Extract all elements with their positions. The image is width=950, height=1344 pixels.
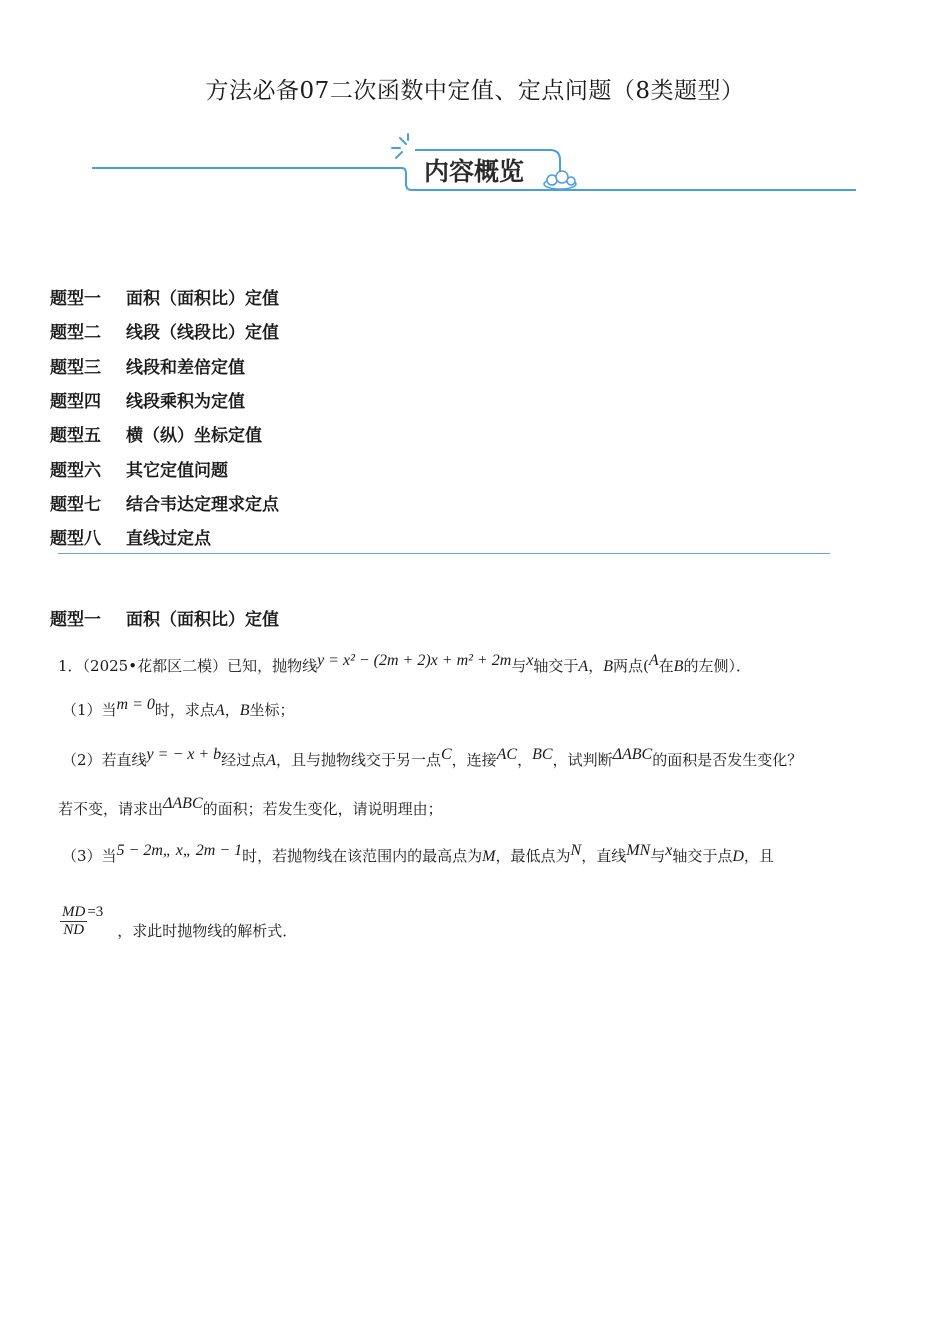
sparkle-icon [392,134,408,158]
problem-part-3: （3）当5 − 2m„ x„ 2m − 1时，若抛物线在该范围内的最高点为M，最低点为N，直线MN与x轴交于点D，且 [62,842,774,865]
toc-item[interactable]: 题型二 线段（线段比）定值 [50,323,279,343]
toc-item[interactable]: 题型六 其它定值问题 [50,461,228,481]
toc-item[interactable]: 题型四 线段乘积为定值 [50,392,245,412]
toc-item[interactable]: 题型三 线段和差倍定值 [50,358,245,378]
toc-item[interactable]: 题型八 直线过定点 [50,529,211,549]
banner-label: 内容概览 [424,157,525,186]
content-overview-banner [90,128,860,196]
toc-item[interactable]: 题型七 结合韦达定理求定点 [50,495,279,515]
cloud-icon [544,171,576,189]
page-title: 方法必备07二次函数中定值、定点问题（8类题型） [205,78,745,104]
problem-part-3-cont: $\frac{MD}{ND}$ =3，求此时抛物线的解析式． [62,903,298,940]
toc-item[interactable]: 题型五 横（纵）坐标定值 [50,426,262,446]
toc-divider [58,553,830,554]
section-heading: 题型一 面积（面积比）定值 [50,610,279,630]
problem-stem: 1．（2025•花都区二模）已知，抛物线y = x² − (2m + 2)x + m² + 2m与x轴交于A，B两点(A在B的左侧）． [58,652,751,675]
toc-item[interactable]: 题型一 面积（面积比）定值 [50,289,279,309]
ratio-fraction: $\frac{MD}{ND}$ [62,904,86,938]
problem-part-2-cont: 若不变，请求出ΔABC的面积；若发生变化，请说明理由； [58,795,443,818]
problem-part-2: （2）若直线y = − x + b经过点A，且与抛物线交于另一点C，连接AC，BC，试判断ΔABC的面积是否发生变化？ [62,746,803,769]
problem-part-1: （1）当m = 0时，求点A，B坐标； [62,696,295,719]
